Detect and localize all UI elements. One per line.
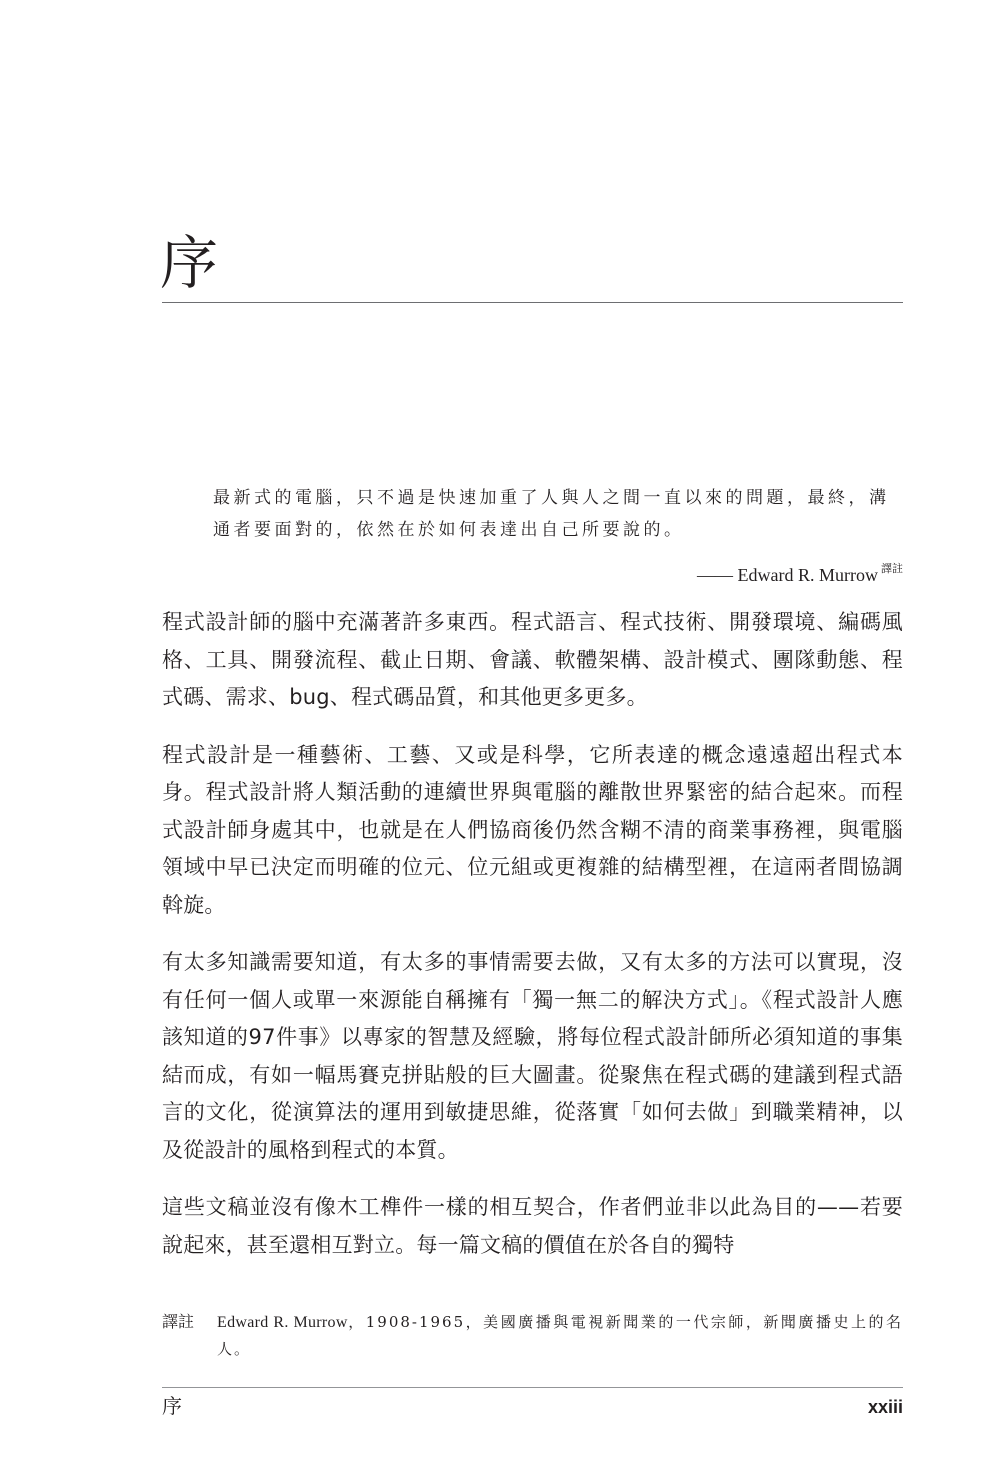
paragraph-1: 程式設計師的腦中充滿著許多東西。程式語言、程式技術、開發環境、編碼風格、工具、開發流程、截止日期、會議、軟體架構、設計模式、團隊動態、程式碼、需求、bug、程式碼品質，和其他更多更多。 [162,610,903,709]
title-divider [162,302,903,303]
page-number: xxiii [867,1397,903,1417]
footnote-mark: 譯註 [162,1312,195,1331]
paragraph-4: 這些文稿並沒有像木工榫件一樣的相互契合，作者們並非以此為目的——若要說起來，甚至還相互對立。每一篇文稿的價值在於各自的獨特 [162,1195,903,1257]
running-footer-chapter: 序 [162,1394,182,1418]
footer-divider [162,1387,903,1388]
attribution-author: —— Edward R. Murrow [697,565,878,585]
footnote-body: ，1908-1965，美國廣播與電視新聞業的一代宗師，新聞廣播史上的名人。 [217,1313,904,1358]
paragraph-3: 有太多知識需要知道，有太多的事情需要去做，又有太多的方法可以實現，沒有任何一個人或單一來源能自稱擁有「獨一無二的解決方式」。《程式設計人應該知道的97件事》以專家的智慧及經驗，將每位程式設計師所必須知道的事集結而成，有如一幅馬賽克拼貼般的巨大圖畫。從聚焦在程式碼的建議到程式語言的文化，從演算法的運用到敏捷思維，從落實「如何去做」到職業精神，以及從設計的風格到程式的本質。 [162,950,903,1162]
epigraph-quote: 最新式的電腦，只不過是快速加重了人與人之間一直以來的問題，最終，溝通者要面對的，依然在於如何表達出自己所要說的。 [213,488,890,540]
chapter-title: 序 [160,229,219,297]
footnote [162,1309,903,1362]
footnote-text [217,1309,903,1362]
body-text [162,604,903,1284]
footnote-name: Edward R. Murrow [217,1314,348,1331]
paragraph-2: 程式設計是一種藝術、工藝、又或是科學，它所表達的概念遠遠超出程式本身。程式設計將人類活動的連續世界與電腦的離散世界緊密的結合起來。而程式設計師身處其中，也就是在人們協商後仍然含糊不清的商業事務裡，與電腦領域中早已決定而明確的位元、位元組或更複雜的結構型裡，在這兩者間協調斡旋。 [162,742,903,917]
translator-note-ref: 譯註 [881,562,903,575]
epigraph-attribution [697,556,903,588]
